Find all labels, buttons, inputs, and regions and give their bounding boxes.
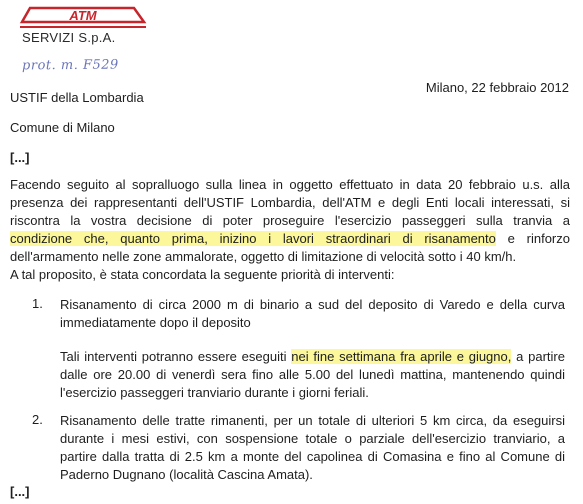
text-line: dalle ore 20.00 di venerdì sera fino alle 5.00 del lunedì mattina, mantenendo quindi: [60, 367, 565, 382]
text-line: Risanamento delle tratte rimanenti, per un totale di ulteriori 5 km circa, da eseguirsi: [60, 413, 565, 428]
logo-text: ATM: [69, 8, 97, 23]
text-line: immediatamente dopo il deposito: [60, 315, 251, 330]
ellipsis-bottom: [...]: [10, 484, 30, 499]
text-fragment: Tali interventi potranno essere eseguiti: [60, 349, 287, 364]
text-line: Facendo seguito al sopralluogo sulla linea in oggetto effettuato in data 20 febbraio u.s. alla: [10, 177, 570, 192]
list-number-1: 1.: [32, 296, 43, 311]
list-item-2: [60, 412, 565, 484]
text-line: Risanamento di circa 2000 m di binario a sud del deposito di Varedo e della curva: [60, 297, 565, 312]
recipient-comune: Comune di Milano: [10, 120, 115, 135]
highlight-weekends: nei fine settimana fra aprile e giugno,: [291, 349, 512, 364]
text-line: dell'armamento nelle zone ammalorate, oggetto di limitazione di velocità sotto i 40 km/h.: [10, 249, 517, 264]
list-number-2: 2.: [32, 412, 43, 427]
text-fragment: a partire: [516, 349, 565, 364]
list-item-1: [60, 296, 565, 332]
list-item-1-detail: [60, 348, 565, 402]
text-line: l'esercizio passeggeri tranviario durante i giorni feriali.: [60, 385, 369, 400]
text-fragment: e rinforzo: [507, 231, 570, 246]
company-name: SERVIZI S.p.A.: [22, 30, 116, 45]
text-line: Paderno Dugnano (località Cascina Amata).: [60, 467, 313, 482]
atm-logo: [18, 6, 148, 30]
recipient-ustif: USTIF della Lombardia: [10, 90, 144, 105]
letter-date: Milano, 22 febbraio 2012: [425, 80, 569, 95]
text-line-highlighted: [10, 230, 570, 248]
paragraph-intro: [10, 176, 570, 284]
text-line-highlighted: [60, 348, 565, 366]
protocol-note: prot. m. F529: [21, 57, 119, 74]
text-line: partire dalla tratta di 2.5 km a monte del capolinea di Comasina e fino al Comune di: [60, 449, 565, 464]
text-line: presenza dei rappresentanti dell'USTIF Lombardia, dell'ATM e degli Enti locali interessati, si: [10, 195, 570, 210]
text-line: riscontra la vostra decisione di poter proseguire l'esercizio passeggeri sulla tranvia a: [10, 213, 570, 228]
highlight-condition: condizione che, quanto prima, inizino i lavori straordinari di risanamento: [10, 231, 496, 246]
text-line: durante i mesi estivi, con sospensione totale o parziale dell'esercizio tranviario, a: [60, 431, 565, 446]
ellipsis-top: [...]: [10, 150, 30, 165]
text-line: A tal proposito, è stata concordata la seguente priorità di interventi:: [10, 267, 395, 282]
